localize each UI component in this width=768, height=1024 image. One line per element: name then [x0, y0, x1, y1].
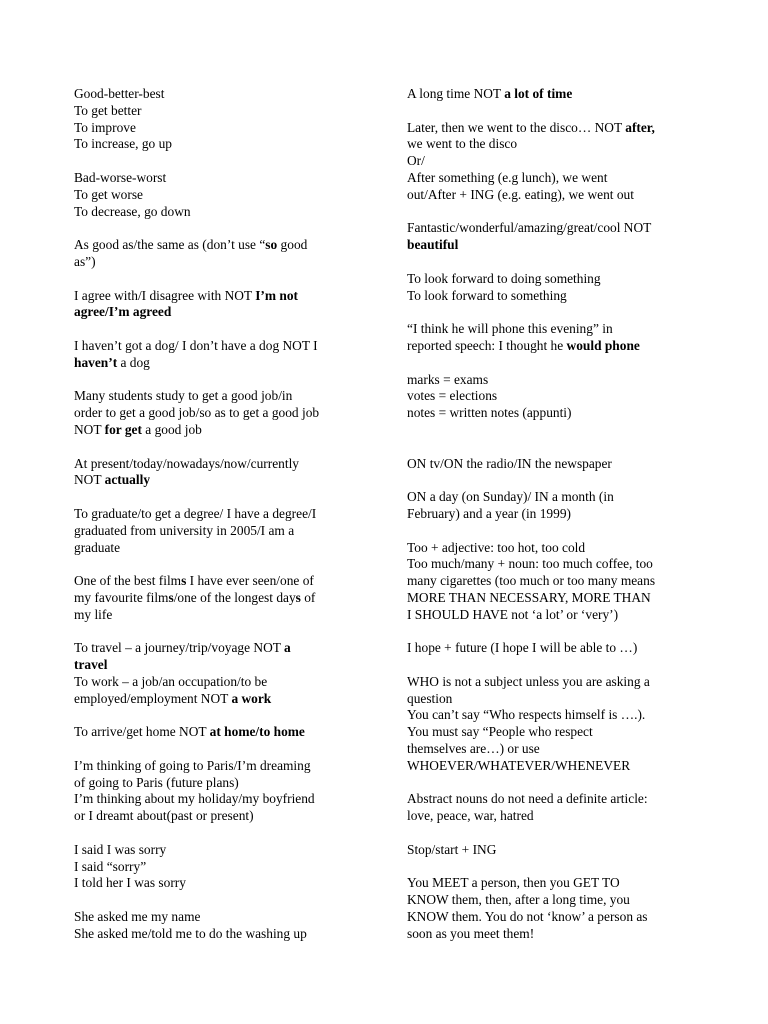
text-line — [407, 875, 707, 892]
text-segment: I said I was sorry — [74, 841, 167, 857]
text-line — [407, 338, 707, 355]
text-segment: I hope + future (I hope I will be able to …) — [407, 640, 638, 656]
text-segment: You can’t say “Who respects himself is ….). — [407, 707, 646, 723]
text-segment: I SHOULD HAVE not ‘a lot’ or ‘very’) — [407, 606, 619, 622]
paragraph — [74, 456, 374, 490]
bold-text: actually — [104, 472, 151, 488]
text-segment: we went to the disco — [407, 136, 518, 152]
paragraph — [74, 170, 374, 220]
text-line — [407, 640, 707, 657]
paragraph — [407, 456, 707, 473]
paragraph — [74, 506, 374, 556]
paragraph — [407, 120, 707, 204]
text-line — [407, 808, 707, 825]
paragraph — [407, 86, 707, 103]
bold-text: a work — [231, 690, 272, 706]
text-line — [74, 136, 374, 153]
paragraph — [74, 640, 374, 707]
paragraph — [74, 388, 374, 438]
bold-text: haven’t — [74, 354, 118, 370]
bold-text: agree/I’m agreed — [74, 304, 172, 320]
text-line — [74, 859, 374, 876]
paragraph — [74, 288, 374, 322]
text-segment: NOT — [74, 421, 105, 437]
text-line — [407, 758, 707, 775]
text-line — [74, 405, 374, 422]
text-segment: She asked me my name — [74, 909, 201, 925]
text-line — [407, 237, 707, 254]
text-line — [407, 926, 707, 943]
text-segment: a dog — [117, 354, 150, 370]
text-segment: themselves are…) or use — [407, 741, 540, 757]
text-segment: /one of the longest day — [173, 589, 296, 605]
text-segment: NOT — [74, 472, 105, 488]
text-segment: graduate — [74, 539, 121, 555]
text-segment: One of the best film — [74, 573, 182, 589]
text-line — [407, 674, 707, 691]
text-segment: Later, then we went to the disco… NOT — [407, 119, 626, 135]
text-line — [74, 204, 374, 221]
text-segment: MORE THAN NECESSARY, MORE THAN — [407, 589, 651, 605]
text-line — [74, 254, 374, 271]
text-segment: To graduate/to get a degree/ I have a degree/I — [74, 505, 317, 521]
text-segment: KNOW them, then, after a long time, you — [407, 892, 630, 908]
text-line — [74, 388, 374, 405]
text-line — [407, 288, 707, 305]
text-segment: votes = elections — [407, 388, 498, 404]
text-line — [74, 540, 374, 557]
text-line — [407, 842, 707, 859]
bold-text: at home/to home — [209, 724, 305, 740]
text-line — [407, 741, 707, 758]
bold-text: travel — [74, 657, 108, 673]
text-line — [74, 103, 374, 120]
text-segment: order to get a good job/so as to get a good job — [74, 405, 320, 421]
text-segment: KNOW them. You do not ‘know’ a person as — [407, 909, 648, 925]
text-segment: I said “sorry” — [74, 858, 147, 874]
bold-text: for get — [104, 421, 142, 437]
text-line — [74, 691, 374, 708]
text-segment: I’m thinking about my holiday/my boyfriend — [74, 791, 315, 807]
paragraph — [74, 909, 374, 943]
text-line — [407, 791, 707, 808]
paragraph — [407, 321, 707, 355]
text-line — [74, 573, 374, 590]
text-line — [407, 590, 707, 607]
text-line — [74, 909, 374, 926]
paragraph — [74, 86, 374, 153]
text-line — [74, 170, 374, 187]
text-line — [407, 271, 707, 288]
paragraph — [74, 573, 374, 623]
text-segment: I have ever seen/one of — [186, 573, 314, 589]
text-line — [407, 909, 707, 926]
text-line — [74, 590, 374, 607]
text-segment: Stop/start + ING — [407, 841, 497, 857]
text-line — [74, 842, 374, 859]
text-line — [74, 808, 374, 825]
text-segment: many cigarettes (too much or too many means — [407, 573, 656, 589]
paragraph — [74, 758, 374, 825]
bold-text: s — [168, 589, 174, 605]
paragraph — [407, 540, 707, 624]
bold-text: after, — [625, 119, 655, 135]
text-line — [407, 573, 707, 590]
text-segment: ON tv/ON the radio/IN the newspaper — [407, 455, 612, 471]
text-line — [74, 237, 374, 254]
text-segment: marks = exams — [407, 371, 489, 387]
text-line — [74, 288, 374, 305]
text-line — [407, 153, 707, 170]
text-segment: You must say “People who respect — [407, 724, 593, 740]
text-segment: my favourite film — [74, 589, 169, 605]
text-line — [407, 220, 707, 237]
text-segment: A long time NOT — [407, 86, 505, 101]
text-segment: As good as/the same as (don’t use “ — [74, 237, 266, 253]
text-line — [407, 540, 707, 557]
text-segment: as”) — [74, 253, 96, 269]
text-line — [74, 791, 374, 808]
text-segment: a good job — [141, 421, 202, 437]
text-line — [74, 355, 374, 372]
text-line — [74, 607, 374, 624]
text-segment: February) and a year (in 1999) — [407, 505, 571, 521]
bold-text: a — [284, 640, 291, 656]
text-segment: To travel – a journey/trip/voyage NOT — [74, 640, 285, 656]
text-segment: of — [300, 589, 316, 605]
paragraph — [407, 372, 707, 422]
bold-text: s — [295, 589, 301, 605]
text-line — [74, 640, 374, 657]
text-line — [74, 506, 374, 523]
left-column — [74, 86, 374, 959]
text-segment: of going to Paris (future plans) — [74, 774, 239, 790]
text-segment: Bad-worse-worst — [74, 169, 167, 185]
text-line — [74, 338, 374, 355]
text-line — [74, 724, 374, 741]
bold-text: a lot of time — [504, 86, 573, 101]
paragraph — [407, 271, 707, 305]
text-line — [407, 120, 707, 137]
text-segment: “I think he will phone this evening” in — [407, 321, 613, 337]
text-line — [407, 456, 707, 473]
paragraph — [407, 791, 707, 825]
text-segment: Or/ — [407, 153, 425, 169]
text-line — [407, 86, 707, 103]
paragraph — [407, 220, 707, 254]
text-segment: soon as you meet them! — [407, 925, 535, 941]
text-segment: Abstract nouns do not need a definite article: — [407, 791, 648, 807]
text-line — [74, 875, 374, 892]
text-segment: To look forward to doing something — [407, 270, 601, 286]
text-line — [74, 775, 374, 792]
text-segment: I agree with/I disagree with NOT — [74, 287, 256, 303]
text-segment: love, peace, war, hatred — [407, 808, 534, 824]
text-line — [74, 456, 374, 473]
paragraph — [407, 842, 707, 859]
text-line — [74, 758, 374, 775]
bold-text: so — [265, 237, 278, 253]
bold-text: I’m not — [255, 287, 298, 303]
bold-text: beautiful — [407, 237, 459, 253]
text-segment: notes = written notes (appunti) — [407, 405, 572, 421]
text-line — [407, 724, 707, 741]
text-segment: good — [277, 237, 308, 253]
text-segment: I’m thinking of going to Paris/I’m dreaming — [74, 757, 311, 773]
text-segment: or I dreamt about(past or present) — [74, 808, 254, 824]
bold-text: would phone — [566, 337, 640, 353]
paragraph — [407, 640, 707, 657]
text-segment: Too + adjective: too hot, too cold — [407, 539, 586, 555]
text-segment: employed/employment NOT — [74, 690, 232, 706]
text-line — [74, 674, 374, 691]
text-segment: WHO is not a subject unless you are asking a — [407, 673, 650, 689]
text-line — [74, 472, 374, 489]
text-segment: At present/today/nowadays/now/currently — [74, 455, 299, 471]
text-segment: She asked me/told me to do the washing up — [74, 925, 307, 941]
text-line — [74, 120, 374, 137]
text-segment: To improve — [74, 119, 136, 135]
paragraph — [74, 842, 374, 892]
right-column — [407, 86, 707, 959]
text-segment: I haven’t got a dog/ I don’t have a dog NOT I — [74, 337, 318, 353]
text-line — [407, 691, 707, 708]
text-segment: my life — [74, 606, 113, 622]
text-line — [74, 86, 374, 103]
text-segment: Many students study to get a good job/in — [74, 388, 293, 404]
text-segment: ON a day (on Sunday)/ IN a month (in — [407, 489, 614, 505]
text-line — [74, 657, 374, 674]
text-line — [74, 187, 374, 204]
text-line — [74, 304, 374, 321]
text-segment: After something (e.g lunch), we went — [407, 169, 608, 185]
text-segment: WHOEVER/WHATEVER/WHENEVER — [407, 757, 631, 773]
text-segment: Good-better-best — [74, 86, 165, 101]
text-line — [407, 489, 707, 506]
text-line — [407, 321, 707, 338]
text-segment: You MEET a person, then you GET TO — [407, 875, 620, 891]
text-segment: To look forward to something — [407, 287, 567, 303]
text-segment: To arrive/get home NOT — [74, 724, 210, 740]
text-line — [407, 506, 707, 523]
paragraph — [74, 237, 374, 271]
paragraph — [407, 674, 707, 775]
text-segment: To work – a job/an occupation/to be — [74, 673, 268, 689]
text-segment: question — [407, 690, 453, 706]
text-segment: out/After + ING (e.g. eating), we went out — [407, 186, 634, 202]
text-segment: graduated from university in 2005/I am a — [74, 522, 295, 538]
text-segment: To decrease, go down — [74, 203, 191, 219]
text-segment: To increase, go up — [74, 136, 172, 152]
text-line — [407, 187, 707, 204]
text-line — [407, 170, 707, 187]
text-line — [74, 422, 374, 439]
text-line — [407, 405, 707, 422]
text-segment: Fantastic/wonderful/amazing/great/cool NOT — [407, 220, 652, 236]
paragraph — [407, 875, 707, 942]
text-line — [407, 607, 707, 624]
text-segment: I told her I was sorry — [74, 875, 186, 891]
text-line — [74, 523, 374, 540]
text-segment: To get better — [74, 102, 142, 118]
text-line — [407, 372, 707, 389]
text-segment: Too much/many + noun: too much coffee, too — [407, 556, 653, 572]
text-line — [407, 556, 707, 573]
paragraph — [407, 489, 707, 523]
text-line — [407, 892, 707, 909]
text-segment: reported speech: I thought he — [407, 337, 567, 353]
text-segment: To get worse — [74, 186, 143, 202]
text-line — [74, 926, 374, 943]
text-line — [407, 388, 707, 405]
paragraph — [74, 338, 374, 372]
paragraph — [74, 724, 374, 741]
text-line — [407, 707, 707, 724]
text-line — [407, 136, 707, 153]
bold-text: s — [181, 573, 187, 589]
